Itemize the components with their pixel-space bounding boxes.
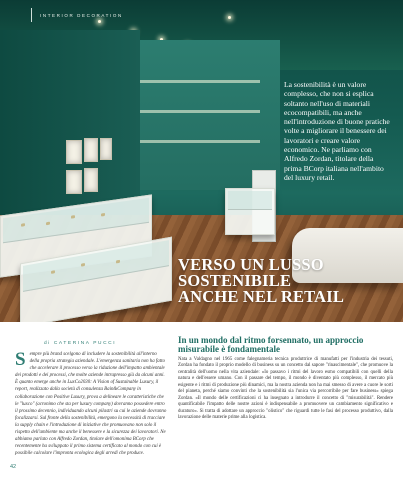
ceiling-light xyxy=(228,16,231,19)
lead-text: empre più brand scelgono di includere la sostenibilità all'interno della propria strategia aziendale. L'emergenza sanitaria non ha fatto che accelerare il processo verso la riduzione dell'impatto ambientale dei prodotti e dei processi, che molte aziende intrapresso già da alcuni anni. È quanto emerge anche in LuxCo2030: A Vision of Sustainable Luxury, il report, realizzato dalla società di consulenza Bain&Company in collaborazione con Positive Luxury, prova a delineare le caratteristiche che le "luxco" (acronimo che sta per luxury company) dovranno possedere entro il prossimo decennio, individuando alcuni pilastri su cui le aziende dovranno focalizzarsi. Sul fronte della sostenibilità, emergono la necessità di tracciare la supply chain e l'introduzione di iniziative che promuovano non solo il rispetto dell'ambiente ma anche il benessere e la sicurezza dei lavoratori. Ne abbiamo parlato con Alfredo Zordan, titolare dell'omonima BCorp che recentemente ha sviluppato il primo sistema certificato al mondo con cui è possibile calcolare l'impronta ecologica degli arredi che produce. xyxy=(15,352,167,457)
author-byline: di CATERINA PUCCI xyxy=(44,341,117,346)
back-wall xyxy=(120,40,280,190)
shelf xyxy=(140,110,260,113)
headline-line: SOSTENIBILE xyxy=(178,271,292,290)
wall-display-panel xyxy=(100,138,112,160)
body-paragraph: Nata a Valdagno nel 1965 come falegnameria tecnica produttrice di manufatti per l'industria dei tessuti, Zordan ha fondato il proprio modello di business su un concetto dal sapore "rinascimentale", che promuove la centralità dell'uomo nella vita aziendale: «Io passavo i ritmi del lavoro esmo compatibili con quelli della natura e dell'essere umano. Con il passare del tempo, il mondo è diventato più complesso, il mercato più esigente e i ritmi di produzione più dinamici, ma la nostra azienda non ha mai smesso di avere a cuore le sorti del pianeta, perché siamo convinti che la sostenibilità sia l'unica via percorribile per fare business» spiega Zordan. «Il mondo delle certificazioni ci ha insegnato a introdurre il concetto di "misurabilità". Rendere quantificabile l'impatto delle nostre azioni è indispensabile a promuovere un cambiamento significativo e duraturo». Si tratta di adottare un approccio "olistico" che riguardi tutte le fasi del processo produttivo, dalla lavorazione delle materie prime alla logistica. xyxy=(178,357,393,421)
vitrine-glass xyxy=(228,191,272,210)
headline-line: ANCHE NEL RETAIL xyxy=(178,287,345,306)
display-vitrine xyxy=(225,188,275,235)
wall-display-panel xyxy=(84,138,98,162)
headline-line: VERSO UN LUSSO xyxy=(178,255,324,274)
intro-paragraph: La sostenibilità è un valore complesso, che non si esplica soltanto nell'uso di materiali ecocompatibili, ma anche nell'introduzione di buone pratiche volte a migliorare il benessere dei lavoratori e creare valore economico. Ne parliamo con Alfredo Zordan, titolare della prima BCorp italiana nell'ambito del luxury retail. xyxy=(284,80,390,182)
section-subtitle: In un mondo dal ritmo forsennato, un approccio misurabile è fondamentale xyxy=(178,335,364,355)
wall-display-panel xyxy=(84,168,98,192)
shelf xyxy=(140,140,260,143)
page-number: 42 xyxy=(10,464,17,470)
header-rule xyxy=(31,8,32,22)
shelf xyxy=(140,80,260,83)
ceiling-light xyxy=(98,20,101,23)
wall-display-panel xyxy=(66,170,82,194)
section-label: INTERIOR DECORATION xyxy=(40,13,123,18)
article-headline xyxy=(178,257,398,305)
wall-display-panel xyxy=(66,140,82,164)
drop-cap: S xyxy=(15,349,26,370)
lead-paragraph xyxy=(15,351,167,457)
